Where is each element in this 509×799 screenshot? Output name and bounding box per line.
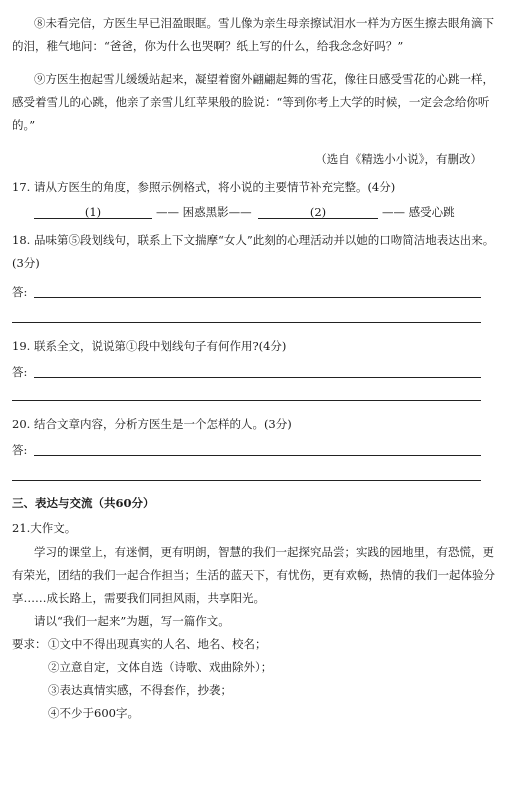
question-17: 17. 请从方医生的角度，参照示例格式，将小说的主要情节补充完整。(4分) bbox=[12, 180, 396, 194]
answer-line-19a[interactable] bbox=[34, 377, 481, 378]
answer-line-20a[interactable] bbox=[34, 455, 481, 456]
plot-step-end: —— 感受心跳 bbox=[382, 205, 455, 219]
blank-2-label: (2) bbox=[309, 205, 327, 219]
answer-line-18b[interactable] bbox=[12, 322, 481, 323]
essay-prompt: 学习的课堂上，有迷惘，更有明朗，智慧的我们一起探究品尝；实践的园地里，有恐慌，更有荣光，团结的我们一起合作担当；生活的蓝天下，有忧伤，更有欢畅，热情的我们一起体验分享……成长路上，需要我们同担风雨，共享阳光。 bbox=[12, 545, 495, 605]
answer-label-19: 答: bbox=[12, 365, 28, 379]
requirement-1: ①文中不得出现真实的人名、地名、校名； bbox=[48, 637, 267, 651]
answer-label-20: 答: bbox=[12, 443, 28, 457]
requirements-label: 要求： bbox=[12, 637, 47, 651]
requirement-3: ③表达真情实感，不得套作，抄袭； bbox=[48, 683, 232, 697]
essay-task: 请以“我们一起来”为题，写一篇作文。 bbox=[34, 614, 230, 628]
answer-label-18: 答: bbox=[12, 285, 28, 299]
requirement-2: ②立意自定，文体自选（诗歌、戏曲除外）； bbox=[48, 660, 273, 674]
story-source: （选自《精选小小说》，有删改） bbox=[315, 152, 482, 166]
answer-line-19b[interactable] bbox=[12, 400, 481, 401]
question-21: 21.大作文。 bbox=[12, 521, 77, 535]
section-3-heading: 三、表达与交流（共60分） bbox=[12, 496, 155, 510]
answer-line-20b[interactable] bbox=[12, 480, 481, 481]
answer-line-18a[interactable] bbox=[34, 297, 481, 298]
story-paragraph-9: ⑨方医生抱起雪儿缓缓站起来，凝望着窗外翩翩起舞的雪花，像往日感受雪花的心跳一样，感受着雪儿的心跳，他亲了亲雪儿红苹果般的脸说：“等到你考上大学的时候，一定会念给你听的。” bbox=[12, 72, 494, 132]
plot-step-middle: —— 困惑黑影—— bbox=[156, 205, 252, 219]
question-19: 19. 联系全文，说说第①段中划线句子有何作用?(4分) bbox=[12, 339, 287, 353]
question-20: 20. 结合文章内容，分析方医生是一个怎样的人。(3分) bbox=[12, 417, 292, 431]
question-18: 18. 品味第⑤段划线句，联系上下文揣摩“女人”此刻的心理活动并以她的口吻简洁地表达出来。(3分) bbox=[12, 233, 495, 270]
story-paragraph-8: ⑧未看完信，方医生早已泪盈眼眶。雪儿像为亲生母亲擦试泪水一样为方医生擦去眼角滴下的泪，稚气地问：“爸爸，你为什么也哭啊？纸上写的什么，给我念念好吗？” bbox=[12, 16, 494, 53]
blank-1-label: (1) bbox=[84, 205, 102, 219]
requirement-4: ④不少于600字。 bbox=[48, 706, 139, 720]
